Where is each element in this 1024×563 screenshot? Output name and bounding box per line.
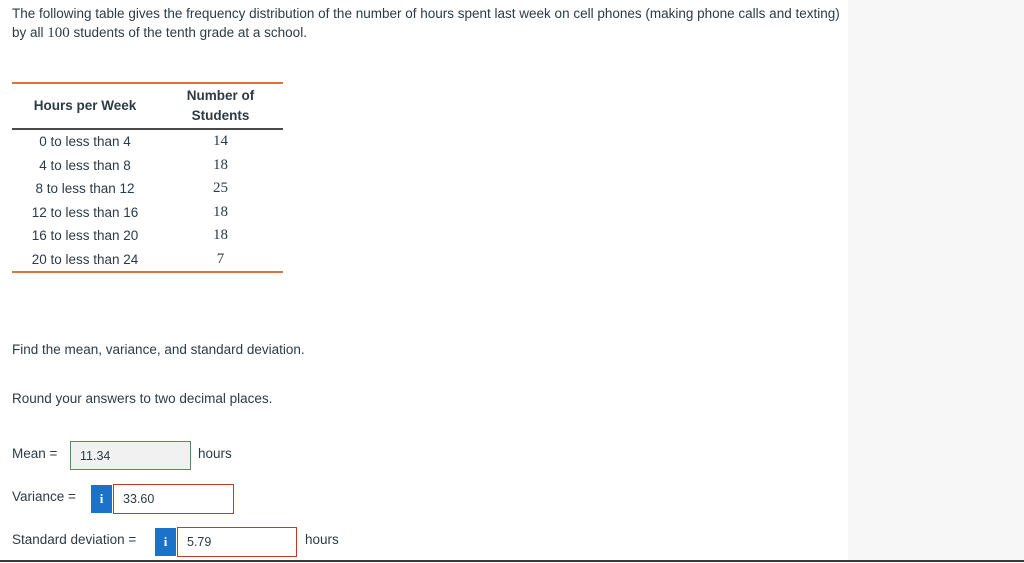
std-dev-input[interactable]: 5.79: [177, 527, 297, 557]
header-number-of-students: [158, 83, 283, 129]
table-row: [12, 154, 283, 178]
student-count: 100: [47, 25, 70, 41]
hours-cell: 20 to less than 24: [12, 248, 158, 273]
students-cell: 18: [213, 227, 228, 244]
problem-statement: [12, 4, 842, 43]
header-hours-per-week: Hours per Week: [12, 83, 158, 129]
students-cell: 18: [213, 203, 228, 220]
info-icon[interactable]: i: [155, 528, 176, 556]
variance-label: Variance =: [12, 489, 76, 504]
find-instruction: Find the mean, variance, and standard deviation.: [12, 342, 305, 357]
intro-text-start: The following table gives the frequency distribution of the number of hours spent last week on cell phones (making phone calls and texting) by all: [12, 6, 840, 40]
intro-text-end: students of the tenth grade at a school.: [69, 25, 307, 40]
table-row: [12, 248, 283, 273]
header-students-line2: Students: [191, 108, 250, 123]
hours-cell: 12 to less than 16: [31, 204, 139, 220]
mean-input[interactable]: 11.34: [70, 441, 191, 470]
hours-cell: 16 to less than 20: [31, 228, 139, 244]
info-icon[interactable]: i: [91, 485, 112, 513]
students-cell: 18: [213, 156, 228, 173]
frequency-table: [12, 82, 283, 273]
students-cell: 14: [213, 133, 228, 150]
table-row: [12, 129, 283, 154]
std-dev-unit: hours: [305, 532, 339, 547]
table-row: [12, 201, 283, 225]
students-cell: 25: [213, 180, 228, 197]
mean-unit: hours: [198, 446, 232, 461]
hours-cell: 0 to less than 4: [39, 134, 131, 150]
std-dev-label: Standard deviation =: [12, 532, 137, 547]
students-cell: 7: [158, 248, 283, 273]
bottom-divider: [0, 560, 1024, 562]
hours-cell: 8 to less than 12: [35, 181, 135, 197]
hours-cell: 4 to less than 8: [39, 157, 131, 173]
table-row: [12, 177, 283, 201]
header-students-line1: Number of: [186, 88, 255, 103]
table-row: [12, 224, 283, 248]
table-header-row: [12, 83, 283, 129]
round-instruction: Round your answers to two decimal places.: [12, 391, 273, 406]
mean-label: Mean =: [12, 446, 58, 461]
variance-input[interactable]: 33.60: [113, 484, 234, 514]
